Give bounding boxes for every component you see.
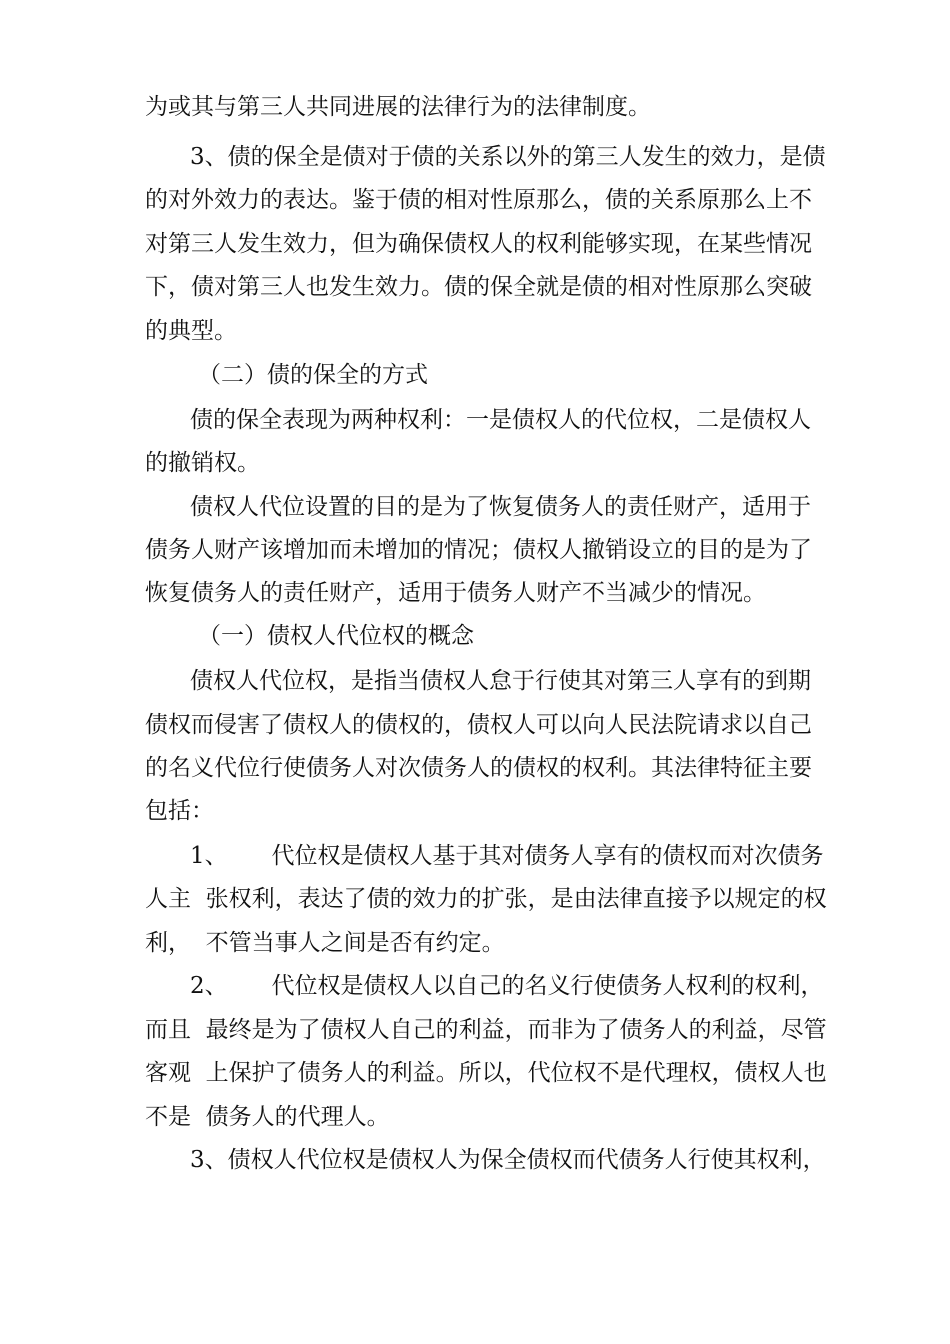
text-line: 的撤销权。	[145, 450, 260, 476]
text-line: 的典型。	[145, 318, 237, 344]
text-line: 包括：	[145, 798, 214, 824]
text-line: 债权人代位权，是指当债权人怠于行使其对第三人享有的到期	[190, 668, 811, 694]
text-line: 债权人代位设置的目的是为了恢复债务人的责任财产，适用于	[190, 494, 811, 520]
text-line: 人主 张权利，表达了债的效力的扩张，是由法律直接予以规定的权	[145, 886, 827, 912]
list-item-3: 3、债权人代位权是债权人为保全债权而代债务人行使其权利，	[190, 1147, 826, 1173]
text-line: 的对外效力的表达。鉴于债的相对性原那么，债的关系原那么上不	[145, 187, 812, 213]
text-line: 恢复债务人的责任财产，适用于债务人财产不当减少的情况。	[145, 580, 766, 606]
text-line: 债权而侵害了债权人的债权的，债权人可以向人民法院请求以自己	[145, 712, 812, 738]
list-item-2: 2、 代位权是债权人以自己的名义行使债务人权利的权利，	[190, 973, 824, 999]
text-line: 债务人财产该增加而未增加的情况；债权人撤销设立的目的是为了	[145, 537, 812, 563]
list-item-1: 1、 代位权是债权人基于其对债务人享有的债权而对次债务	[190, 843, 824, 869]
text-line: 下，债对第三人也发生效力。债的保全就是债的相对性原那么突破	[145, 274, 812, 300]
text-line: 债的保全表现为两种权利：一是债权人的代位权，二是债权人	[190, 407, 811, 433]
text-line: 利， 不管当事人之间是否有约定。	[145, 930, 505, 956]
section-heading: （二）债的保全的方式	[198, 362, 428, 388]
text-line: 为或其与第三人共同进展的法律行为的法律制度。	[145, 94, 651, 120]
text-line: 而且 最终是为了债权人自己的利益，而非为了债务人的利益，尽管	[145, 1017, 827, 1043]
section-heading: （一）债权人代位权的概念	[198, 623, 474, 649]
text-line: 客观 上保护了债务人的利益。所以，代位权不是代理权，债权人也	[145, 1060, 827, 1086]
text-line: 不是 债务人的代理人。	[145, 1104, 390, 1130]
text-line: 的名义代位行使债务人对次债务人的债权的权利。其法律特征主要	[145, 755, 812, 781]
text-line: 3、债的保全是债对于债的关系以外的第三人发生的效力，是债	[190, 144, 826, 170]
text-line: 对第三人发生效力，但为确保债权人的权利能够实现，在某些情况	[145, 231, 812, 257]
